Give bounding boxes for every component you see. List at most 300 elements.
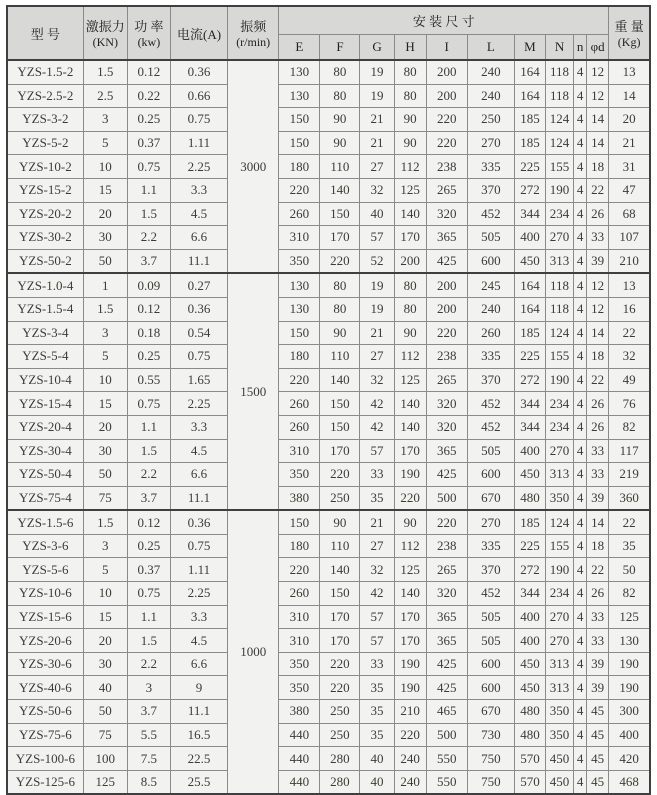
dim-cell-n: 4 bbox=[574, 700, 587, 724]
dim-cell-L: 452 bbox=[467, 415, 514, 439]
dim-cell-N: 313 bbox=[546, 676, 574, 700]
dim-cell-I: 265 bbox=[426, 368, 467, 392]
weight-cell: 210 bbox=[609, 249, 650, 273]
spec-row-YZS-30-6 bbox=[7, 652, 650, 676]
dim-cell-F: 90 bbox=[320, 510, 360, 534]
dim-cell-M: 400 bbox=[514, 226, 545, 250]
dim-cell-I: 200 bbox=[426, 273, 467, 297]
dim-cell-H: 125 bbox=[394, 558, 426, 582]
dim-cell-L: 670 bbox=[467, 486, 514, 510]
col-header-dim-4: I bbox=[426, 34, 467, 60]
weight-cell: 32 bbox=[609, 345, 650, 369]
spec-row-YZS-20-4 bbox=[7, 415, 650, 439]
dim-cell-H: 190 bbox=[394, 652, 426, 676]
model-cell: YZS-20-4 bbox=[7, 415, 83, 439]
dim-cell-φd: 39 bbox=[587, 676, 609, 700]
dim-cell-L: 452 bbox=[467, 202, 514, 226]
dim-cell-I: 238 bbox=[426, 534, 467, 558]
dim-cell-E: 150 bbox=[279, 321, 320, 345]
dim-cell-n: 4 bbox=[574, 155, 587, 179]
model-cell: YZS-75-6 bbox=[7, 723, 83, 747]
force-cell: 10 bbox=[83, 582, 127, 606]
dim-cell-E: 180 bbox=[279, 534, 320, 558]
col-header-model: 型 号 bbox=[7, 6, 83, 60]
dim-cell-φd: 45 bbox=[587, 700, 609, 724]
weight-cell: 76 bbox=[609, 392, 650, 416]
dim-cell-φd: 14 bbox=[587, 321, 609, 345]
model-cell: YZS-40-6 bbox=[7, 676, 83, 700]
dim-cell-F: 150 bbox=[320, 415, 360, 439]
dim-cell-E: 130 bbox=[279, 84, 320, 108]
power-cell: 1.5 bbox=[127, 439, 170, 463]
dim-cell-M: 225 bbox=[514, 155, 545, 179]
model-cell: YZS-50-4 bbox=[7, 463, 83, 487]
dim-cell-I: 365 bbox=[426, 605, 467, 629]
model-cell: YZS-100-6 bbox=[7, 747, 83, 771]
dim-cell-F: 110 bbox=[320, 534, 360, 558]
dim-cell-n: 4 bbox=[574, 131, 587, 155]
current-cell: 11.1 bbox=[170, 700, 227, 724]
force-cell: 30 bbox=[83, 226, 127, 250]
dim-cell-E: 310 bbox=[279, 439, 320, 463]
dim-cell-E: 350 bbox=[279, 676, 320, 700]
dim-cell-H: 210 bbox=[394, 700, 426, 724]
force-cell: 5 bbox=[83, 558, 127, 582]
dim-cell-F: 80 bbox=[320, 84, 360, 108]
current-cell: 25.5 bbox=[170, 770, 227, 794]
dim-cell-F: 150 bbox=[320, 582, 360, 606]
dim-cell-H: 200 bbox=[394, 249, 426, 273]
dim-cell-I: 320 bbox=[426, 392, 467, 416]
dim-cell-H: 140 bbox=[394, 392, 426, 416]
force-cell: 20 bbox=[83, 415, 127, 439]
dim-cell-N: 155 bbox=[546, 534, 574, 558]
current-cell: 0.75 bbox=[170, 345, 227, 369]
dim-cell-M: 450 bbox=[514, 249, 545, 273]
dim-cell-n: 4 bbox=[574, 297, 587, 321]
spec-row-YZS-15-2 bbox=[7, 178, 650, 202]
col-header-dim-8: n bbox=[574, 34, 587, 60]
dim-cell-E: 130 bbox=[279, 60, 320, 84]
col-header-weight-unit: (Kg) bbox=[617, 35, 641, 49]
weight-cell: 21 bbox=[609, 131, 650, 155]
dim-cell-H: 220 bbox=[394, 723, 426, 747]
current-cell: 0.54 bbox=[170, 321, 227, 345]
dim-cell-M: 400 bbox=[514, 629, 545, 653]
current-cell: 2.25 bbox=[170, 155, 227, 179]
dim-cell-F: 170 bbox=[320, 226, 360, 250]
dim-cell-F: 220 bbox=[320, 249, 360, 273]
dim-cell-L: 370 bbox=[467, 368, 514, 392]
dim-cell-L: 505 bbox=[467, 629, 514, 653]
force-cell: 30 bbox=[83, 439, 127, 463]
power-cell: 0.12 bbox=[127, 297, 170, 321]
force-cell: 20 bbox=[83, 202, 127, 226]
power-cell: 0.37 bbox=[127, 131, 170, 155]
dim-cell-G: 52 bbox=[360, 249, 394, 273]
power-cell: 8.5 bbox=[127, 770, 170, 794]
dim-cell-F: 150 bbox=[320, 202, 360, 226]
model-cell: YZS-30-2 bbox=[7, 226, 83, 250]
weight-cell: 300 bbox=[609, 700, 650, 724]
weight-cell: 468 bbox=[609, 770, 650, 794]
dim-cell-G: 27 bbox=[360, 155, 394, 179]
dim-cell-φd: 33 bbox=[587, 439, 609, 463]
force-cell: 10 bbox=[83, 155, 127, 179]
dim-cell-H: 90 bbox=[394, 108, 426, 132]
dim-cell-L: 240 bbox=[467, 84, 514, 108]
dim-cell-G: 35 bbox=[360, 700, 394, 724]
dim-cell-N: 450 bbox=[546, 770, 574, 794]
spec-row-YZS-5-4 bbox=[7, 345, 650, 369]
dim-cell-L: 245 bbox=[467, 273, 514, 297]
dim-cell-L: 452 bbox=[467, 582, 514, 606]
model-cell: YZS-15-6 bbox=[7, 605, 83, 629]
current-cell: 4.5 bbox=[170, 202, 227, 226]
dim-cell-N: 124 bbox=[546, 510, 574, 534]
dim-cell-I: 550 bbox=[426, 770, 467, 794]
dim-cell-L: 260 bbox=[467, 321, 514, 345]
dim-cell-M: 400 bbox=[514, 605, 545, 629]
dim-cell-F: 90 bbox=[320, 108, 360, 132]
dim-cell-E: 150 bbox=[279, 108, 320, 132]
weight-cell: 50 bbox=[609, 558, 650, 582]
dim-cell-G: 27 bbox=[360, 345, 394, 369]
model-cell: YZS-3-6 bbox=[7, 534, 83, 558]
model-cell: YZS-50-2 bbox=[7, 249, 83, 273]
dim-cell-E: 310 bbox=[279, 605, 320, 629]
col-header-frequency bbox=[228, 6, 279, 60]
dim-cell-F: 220 bbox=[320, 652, 360, 676]
dim-cell-G: 42 bbox=[360, 392, 394, 416]
col-header-dim-3: H bbox=[394, 34, 426, 60]
model-cell: YZS-1.5-4 bbox=[7, 297, 83, 321]
model-cell: YZS-5-6 bbox=[7, 558, 83, 582]
force-cell: 2.5 bbox=[83, 84, 127, 108]
current-cell: 9 bbox=[170, 676, 227, 700]
col-header-dim-0: E bbox=[279, 34, 320, 60]
power-cell: 0.25 bbox=[127, 345, 170, 369]
dim-cell-F: 250 bbox=[320, 723, 360, 747]
current-cell: 2.25 bbox=[170, 582, 227, 606]
weight-cell: 130 bbox=[609, 629, 650, 653]
dim-cell-n: 4 bbox=[574, 652, 587, 676]
dim-cell-I: 465 bbox=[426, 700, 467, 724]
dim-cell-G: 21 bbox=[360, 510, 394, 534]
dim-cell-n: 4 bbox=[574, 747, 587, 771]
dim-cell-H: 170 bbox=[394, 629, 426, 653]
model-cell: YZS-20-6 bbox=[7, 629, 83, 653]
dim-cell-F: 140 bbox=[320, 368, 360, 392]
dim-cell-φd: 26 bbox=[587, 202, 609, 226]
dim-cell-φd: 45 bbox=[587, 723, 609, 747]
dim-cell-I: 320 bbox=[426, 582, 467, 606]
col-header-dim-7: N bbox=[546, 34, 574, 60]
model-cell: YZS-3-4 bbox=[7, 321, 83, 345]
force-cell: 30 bbox=[83, 652, 127, 676]
dim-cell-E: 260 bbox=[279, 415, 320, 439]
dim-cell-L: 600 bbox=[467, 463, 514, 487]
dim-cell-φd: 45 bbox=[587, 770, 609, 794]
dim-cell-φd: 26 bbox=[587, 582, 609, 606]
power-cell: 2.2 bbox=[127, 226, 170, 250]
force-cell: 1.5 bbox=[83, 60, 127, 84]
force-cell: 20 bbox=[83, 629, 127, 653]
spec-row-YZS-10-4 bbox=[7, 368, 650, 392]
current-cell: 0.36 bbox=[170, 297, 227, 321]
dim-cell-I: 265 bbox=[426, 558, 467, 582]
dim-cell-M: 450 bbox=[514, 463, 545, 487]
model-cell: YZS-5-4 bbox=[7, 345, 83, 369]
dim-cell-n: 4 bbox=[574, 178, 587, 202]
weight-cell: 13 bbox=[609, 273, 650, 297]
dim-cell-N: 234 bbox=[546, 415, 574, 439]
force-cell: 1.5 bbox=[83, 297, 127, 321]
dim-cell-φd: 33 bbox=[587, 605, 609, 629]
spec-row-YZS-75-4 bbox=[7, 486, 650, 510]
weight-cell: 82 bbox=[609, 415, 650, 439]
dim-cell-φd: 12 bbox=[587, 297, 609, 321]
dim-cell-F: 280 bbox=[320, 747, 360, 771]
dim-cell-I: 220 bbox=[426, 321, 467, 345]
dim-cell-M: 344 bbox=[514, 582, 545, 606]
dim-cell-N: 155 bbox=[546, 345, 574, 369]
force-cell: 3 bbox=[83, 108, 127, 132]
dim-cell-φd: 22 bbox=[587, 368, 609, 392]
dim-cell-H: 140 bbox=[394, 415, 426, 439]
spec-row-YZS-5-6 bbox=[7, 558, 650, 582]
dim-cell-H: 112 bbox=[394, 155, 426, 179]
model-cell: YZS-30-4 bbox=[7, 439, 83, 463]
dim-cell-φd: 39 bbox=[587, 249, 609, 273]
col-header-dim-5: L bbox=[467, 34, 514, 60]
dim-cell-I: 265 bbox=[426, 178, 467, 202]
weight-cell: 13 bbox=[609, 60, 650, 84]
dim-cell-E: 380 bbox=[279, 486, 320, 510]
dim-cell-N: 313 bbox=[546, 652, 574, 676]
weight-cell: 420 bbox=[609, 747, 650, 771]
col-header-dim-2: G bbox=[360, 34, 394, 60]
dim-cell-L: 600 bbox=[467, 652, 514, 676]
dim-cell-M: 164 bbox=[514, 297, 545, 321]
spec-row-YZS-20-6 bbox=[7, 629, 650, 653]
dim-cell-E: 440 bbox=[279, 770, 320, 794]
model-cell: YZS-2.5-2 bbox=[7, 84, 83, 108]
weight-cell: 125 bbox=[609, 605, 650, 629]
table-header bbox=[7, 6, 650, 60]
force-cell: 15 bbox=[83, 605, 127, 629]
dim-cell-n: 4 bbox=[574, 510, 587, 534]
weight-cell: 35 bbox=[609, 534, 650, 558]
dim-cell-φd: 14 bbox=[587, 510, 609, 534]
dim-cell-E: 130 bbox=[279, 297, 320, 321]
dim-cell-φd: 45 bbox=[587, 747, 609, 771]
current-cell: 1.11 bbox=[170, 131, 227, 155]
col-header-power bbox=[127, 6, 170, 60]
weight-cell: 68 bbox=[609, 202, 650, 226]
force-cell: 75 bbox=[83, 486, 127, 510]
dim-cell-M: 480 bbox=[514, 723, 545, 747]
dim-cell-φd: 14 bbox=[587, 131, 609, 155]
dim-cell-G: 40 bbox=[360, 747, 394, 771]
dim-cell-n: 4 bbox=[574, 534, 587, 558]
dim-cell-F: 220 bbox=[320, 676, 360, 700]
dim-cell-L: 270 bbox=[467, 131, 514, 155]
dim-cell-n: 4 bbox=[574, 84, 587, 108]
dim-cell-E: 350 bbox=[279, 249, 320, 273]
dim-cell-I: 220 bbox=[426, 108, 467, 132]
dim-cell-G: 57 bbox=[360, 439, 394, 463]
dim-cell-n: 4 bbox=[574, 368, 587, 392]
spec-row-YZS-15-6 bbox=[7, 605, 650, 629]
weight-cell: 190 bbox=[609, 676, 650, 700]
dim-cell-F: 80 bbox=[320, 297, 360, 321]
col-header-force-label: 激振力 bbox=[85, 19, 125, 34]
dim-cell-F: 170 bbox=[320, 629, 360, 653]
dim-cell-M: 164 bbox=[514, 273, 545, 297]
spec-row-YZS-50-2 bbox=[7, 249, 650, 273]
dim-cell-N: 350 bbox=[546, 700, 574, 724]
col-header-frequency-unit: (r/min) bbox=[236, 35, 271, 49]
col-header-dim-1: F bbox=[320, 34, 360, 60]
model-cell: YZS-3-2 bbox=[7, 108, 83, 132]
dim-cell-G: 33 bbox=[360, 463, 394, 487]
col-group-header-dimensions: 安 装 尺 寸 bbox=[279, 6, 609, 34]
dim-cell-φd: 33 bbox=[587, 226, 609, 250]
dim-cell-L: 250 bbox=[467, 108, 514, 132]
model-cell: YZS-1.5-2 bbox=[7, 60, 83, 84]
dim-cell-F: 250 bbox=[320, 700, 360, 724]
col-header-force bbox=[83, 6, 127, 60]
dim-cell-I: 365 bbox=[426, 439, 467, 463]
dim-cell-H: 190 bbox=[394, 676, 426, 700]
dim-cell-H: 90 bbox=[394, 510, 426, 534]
current-cell: 0.36 bbox=[170, 60, 227, 84]
dim-cell-N: 350 bbox=[546, 486, 574, 510]
force-cell: 40 bbox=[83, 676, 127, 700]
dim-cell-M: 570 bbox=[514, 770, 545, 794]
spec-row-YZS-30-2 bbox=[7, 226, 650, 250]
power-cell: 0.12 bbox=[127, 510, 170, 534]
dim-cell-G: 35 bbox=[360, 676, 394, 700]
weight-cell: 360 bbox=[609, 486, 650, 510]
col-header-current: 电流(A) bbox=[170, 6, 227, 60]
dim-cell-M: 344 bbox=[514, 392, 545, 416]
current-cell: 3.3 bbox=[170, 605, 227, 629]
dim-cell-N: 118 bbox=[546, 84, 574, 108]
col-header-weight bbox=[609, 6, 650, 60]
dim-cell-F: 150 bbox=[320, 392, 360, 416]
spec-row-YZS-1.5-4 bbox=[7, 297, 650, 321]
dim-cell-E: 220 bbox=[279, 558, 320, 582]
dim-cell-M: 344 bbox=[514, 415, 545, 439]
dim-cell-M: 450 bbox=[514, 676, 545, 700]
dim-cell-L: 240 bbox=[467, 60, 514, 84]
dim-cell-F: 170 bbox=[320, 605, 360, 629]
dim-cell-G: 27 bbox=[360, 534, 394, 558]
dim-cell-G: 42 bbox=[360, 582, 394, 606]
dim-cell-I: 200 bbox=[426, 297, 467, 321]
model-cell: YZS-5-2 bbox=[7, 131, 83, 155]
model-cell: YZS-10-6 bbox=[7, 582, 83, 606]
spec-row-YZS-125-6 bbox=[7, 770, 650, 794]
dim-cell-H: 90 bbox=[394, 321, 426, 345]
dim-cell-φd: 12 bbox=[587, 273, 609, 297]
dim-cell-H: 190 bbox=[394, 463, 426, 487]
dim-cell-n: 4 bbox=[574, 202, 587, 226]
dim-cell-N: 450 bbox=[546, 747, 574, 771]
table-body bbox=[7, 60, 650, 794]
current-cell: 16.5 bbox=[170, 723, 227, 747]
col-header-dim-6: M bbox=[514, 34, 545, 60]
dim-cell-G: 57 bbox=[360, 629, 394, 653]
dim-cell-I: 425 bbox=[426, 249, 467, 273]
dim-cell-E: 310 bbox=[279, 226, 320, 250]
power-cell: 2.2 bbox=[127, 652, 170, 676]
dim-cell-N: 118 bbox=[546, 297, 574, 321]
dim-cell-G: 35 bbox=[360, 723, 394, 747]
dim-cell-H: 170 bbox=[394, 605, 426, 629]
dim-cell-H: 220 bbox=[394, 486, 426, 510]
force-cell: 100 bbox=[83, 747, 127, 771]
dim-cell-M: 480 bbox=[514, 700, 545, 724]
dim-cell-L: 750 bbox=[467, 747, 514, 771]
dim-cell-F: 90 bbox=[320, 321, 360, 345]
frequency-cell: 1500 bbox=[228, 273, 279, 510]
dim-cell-I: 220 bbox=[426, 510, 467, 534]
dim-cell-n: 4 bbox=[574, 486, 587, 510]
col-header-frequency-label: 振频 bbox=[240, 19, 267, 34]
dim-cell-E: 310 bbox=[279, 629, 320, 653]
current-cell: 0.66 bbox=[170, 84, 227, 108]
current-cell: 2.25 bbox=[170, 392, 227, 416]
current-cell: 0.27 bbox=[170, 273, 227, 297]
model-cell: YZS-15-2 bbox=[7, 178, 83, 202]
weight-cell: 31 bbox=[609, 155, 650, 179]
dim-cell-N: 124 bbox=[546, 108, 574, 132]
dim-cell-I: 320 bbox=[426, 415, 467, 439]
force-cell: 50 bbox=[83, 700, 127, 724]
weight-cell: 22 bbox=[609, 510, 650, 534]
dim-cell-H: 170 bbox=[394, 439, 426, 463]
col-header-power-label: 功 率 bbox=[134, 19, 164, 34]
dim-cell-n: 4 bbox=[574, 249, 587, 273]
spec-row-YZS-50-4 bbox=[7, 463, 650, 487]
dim-cell-n: 4 bbox=[574, 629, 587, 653]
spec-row-YZS-1.0-4 bbox=[7, 273, 650, 297]
dim-cell-φd: 14 bbox=[587, 108, 609, 132]
dim-cell-H: 80 bbox=[394, 273, 426, 297]
dim-cell-L: 670 bbox=[467, 700, 514, 724]
spec-row-YZS-40-6 bbox=[7, 676, 650, 700]
dim-cell-L: 505 bbox=[467, 226, 514, 250]
force-cell: 1.5 bbox=[83, 510, 127, 534]
dim-cell-G: 42 bbox=[360, 415, 394, 439]
current-cell: 4.5 bbox=[170, 629, 227, 653]
force-cell: 3 bbox=[83, 321, 127, 345]
dim-cell-G: 32 bbox=[360, 178, 394, 202]
dim-cell-N: 350 bbox=[546, 723, 574, 747]
dim-cell-G: 40 bbox=[360, 770, 394, 794]
dim-cell-φd: 12 bbox=[587, 60, 609, 84]
dim-cell-N: 270 bbox=[546, 605, 574, 629]
power-cell: 0.18 bbox=[127, 321, 170, 345]
dim-cell-I: 425 bbox=[426, 676, 467, 700]
dim-cell-n: 4 bbox=[574, 558, 587, 582]
spec-row-YZS-15-4 bbox=[7, 392, 650, 416]
spec-row-YZS-20-2 bbox=[7, 202, 650, 226]
dim-cell-G: 40 bbox=[360, 202, 394, 226]
